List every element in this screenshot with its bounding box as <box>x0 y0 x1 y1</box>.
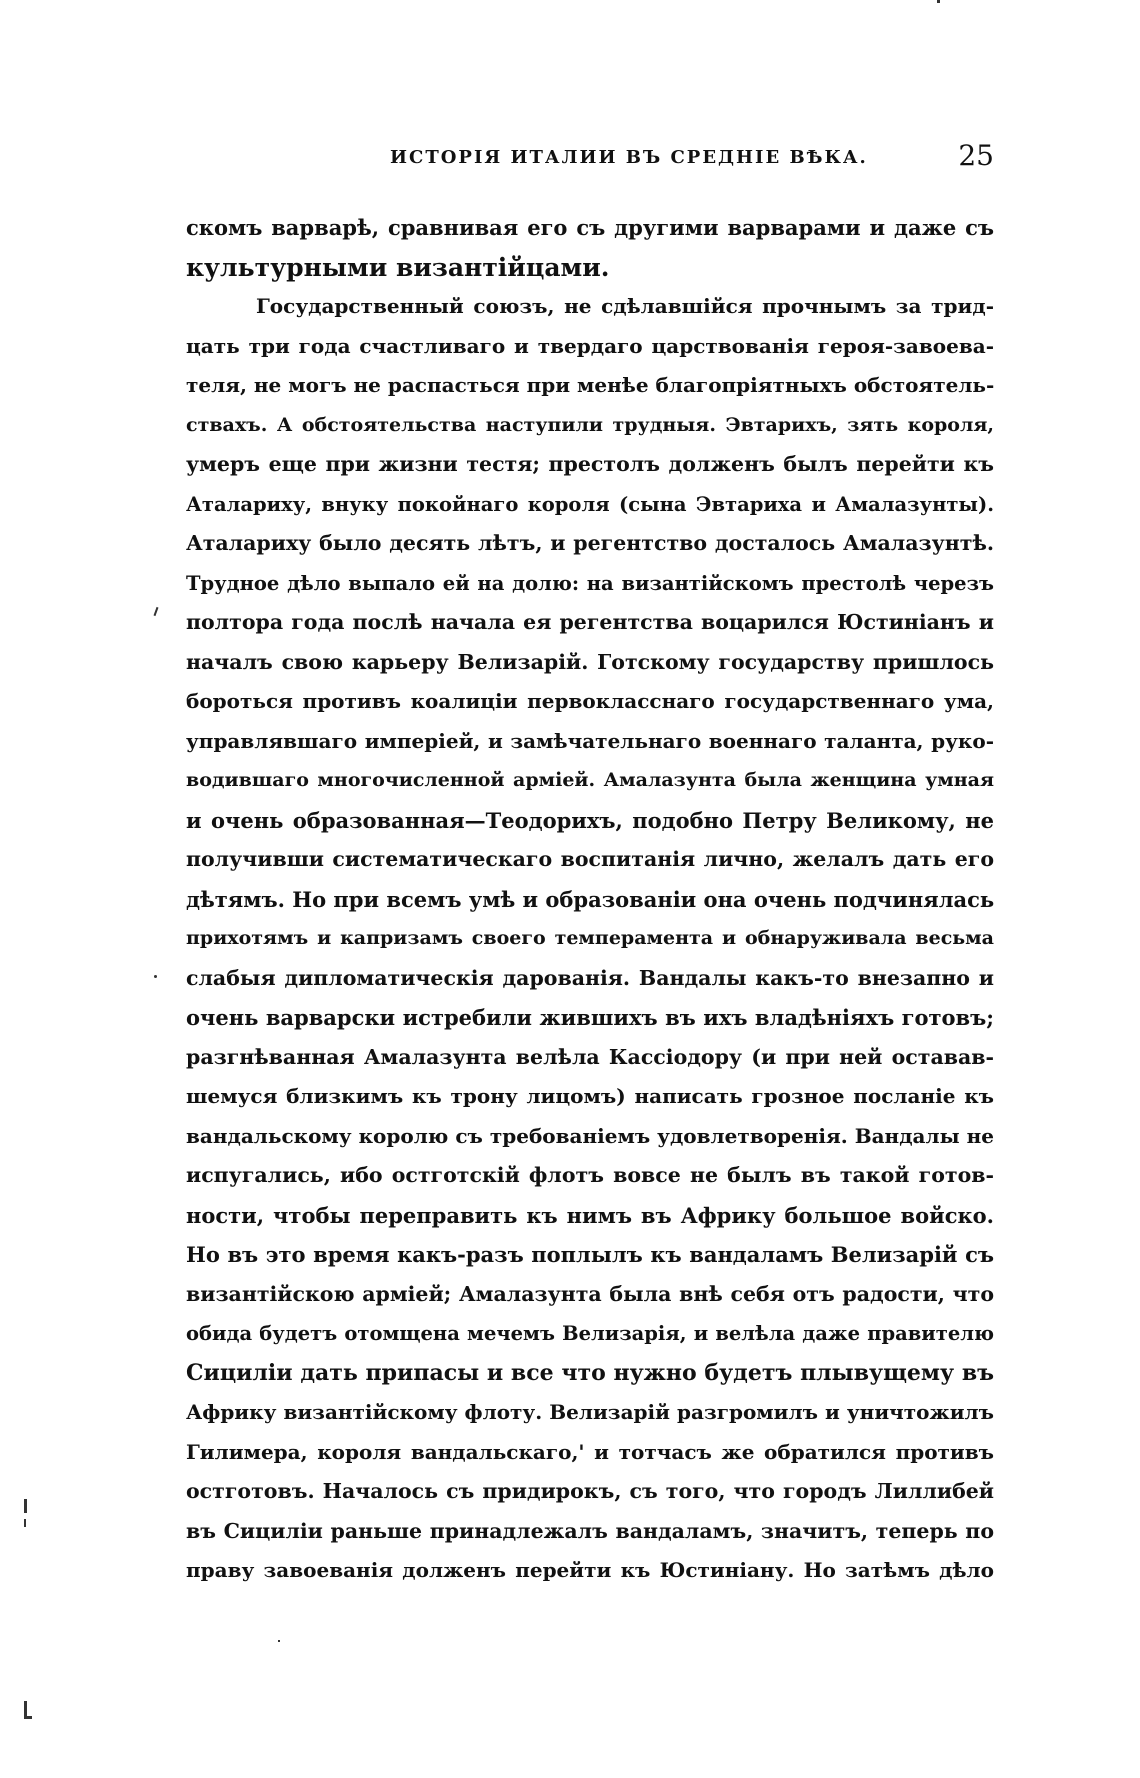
text-line: ности, чтобы переправить къ нимъ въ Африку большое войско. <box>186 1202 994 1228</box>
text-line: умеръ еще при жизни тестя; престолъ долженъ былъ перейти къ <box>186 452 994 476</box>
text-line: Но въ это время какъ-разъ поплылъ къ вандаламъ Велизарій съ <box>186 1242 994 1267</box>
text-line: Государственный союзъ, не сдѣлавшійся прочнымъ за трид- <box>256 294 994 318</box>
text-line: разгнѣванная Амалазунта велѣла Кассіодору (и при ней оставав- <box>186 1044 994 1069</box>
text-line: Аталариху было десять лѣтъ, и регентство досталось Амалазунтѣ. <box>186 531 994 555</box>
text-line: шемуся близкимъ къ трону лицомъ) написать грозное посланіе къ <box>186 1084 994 1108</box>
page-number: 25 <box>958 139 994 172</box>
scan-speck <box>24 1716 32 1719</box>
scan-speck <box>154 607 159 616</box>
text-line: Африку византійскому флоту. Велизарій разгромилъ и уничтожилъ <box>186 1400 994 1424</box>
body-text <box>186 208 994 1591</box>
page-header <box>186 139 994 183</box>
text-line: цать три года счастливаго и твердаго царствованія героя-завоева- <box>186 333 994 358</box>
text-line: слабыя дипломатическія дарованія. Вандалы какъ-то внезапно и <box>186 965 994 990</box>
scan-speck <box>24 1519 26 1527</box>
scan-speck <box>278 1640 280 1642</box>
text-line: управлявшаго имперіей, и замѣчательнаго военнаго таланта, руко- <box>186 728 994 753</box>
text-line: скомъ варварѣ, сравнивая его съ другими варварами и даже съ <box>186 215 994 240</box>
text-line: обида будетъ отомщена мечемъ Велизарія, и велѣла даже правителю <box>186 1322 994 1345</box>
text-line: очень варварски истребили жившихъ въ ихъ владѣніяхъ готовъ; <box>186 1005 994 1030</box>
text-line: теля, не могъ не распасться при менѣе благопріятныхъ обстоятель- <box>186 373 994 397</box>
text-line: Сициліи дать припасы и все что нужно будетъ плывущему въ <box>186 1359 994 1386</box>
scan-speck <box>937 0 940 3</box>
text-line: полтора года послѣ начала ея регентства воцарился Юстиніанъ и <box>186 610 994 634</box>
text-line: и очень образованная—Теодорихъ, подобно Петру Великому, не <box>186 807 994 833</box>
text-line: Гилимера, короля вандальскаго,' и тотчасъ же обратился противъ <box>186 1439 994 1464</box>
text-line: Трудное дѣло выпало ей на долю: на византійскомъ престолѣ черезъ <box>186 571 994 595</box>
text-line: бороться противъ коалиціи первокласснаго государственнаго ума, <box>186 689 994 713</box>
text-line: прихотямъ и капризамъ своего темперамента и обнаруживала весьма <box>186 927 994 949</box>
text-line: водившаго многочисленной арміей. Амалазунта была женщина умная <box>186 769 994 791</box>
text-line: Аталариху, внуку покойнаго короля (сына Эвтариха и Амалазунты). <box>186 492 994 516</box>
text-line: византійскою арміей; Амалазунта была внѣ себя отъ радости, что <box>186 1281 994 1306</box>
running-title: ИСТОРІЯ ИТАЛИИ ВЪ СРЕДНІЕ ВѢКА. <box>390 147 868 168</box>
text-line: получивши систематическаго воспитанія лично, желалъ дать его <box>186 847 994 871</box>
text-line: вандальскому королю съ требованіемъ удовлетворенія. Вандалы не <box>186 1123 994 1148</box>
text-line: культурными византійцами. <box>186 252 610 282</box>
text-line: въ Сициліи раньше принадлежалъ вандаламъ, значитъ, теперь по <box>186 1518 994 1543</box>
text-line: праву завоеванія долженъ перейти къ Юстиніану. Но затѣмъ дѣло <box>186 1558 994 1582</box>
text-line: испугались, ибо остготскій флотъ вовсе не былъ въ такой готов- <box>186 1163 994 1187</box>
text-line: ствахъ. А обстоятельства наступили трудныя. Эвтарихъ, зять короля, <box>186 413 994 436</box>
text-line: дѣтямъ. Но при всемъ умѣ и образованіи она очень подчинялась <box>186 886 994 912</box>
scan-speck <box>24 1499 27 1513</box>
scan-speck <box>154 975 157 978</box>
text-line: остготовъ. Началось съ придирокъ, съ того, что городъ Лиллибей <box>186 1479 994 1503</box>
text-line: началъ свою карьеру Велизарій. Готскому государству пришлось <box>186 649 994 674</box>
